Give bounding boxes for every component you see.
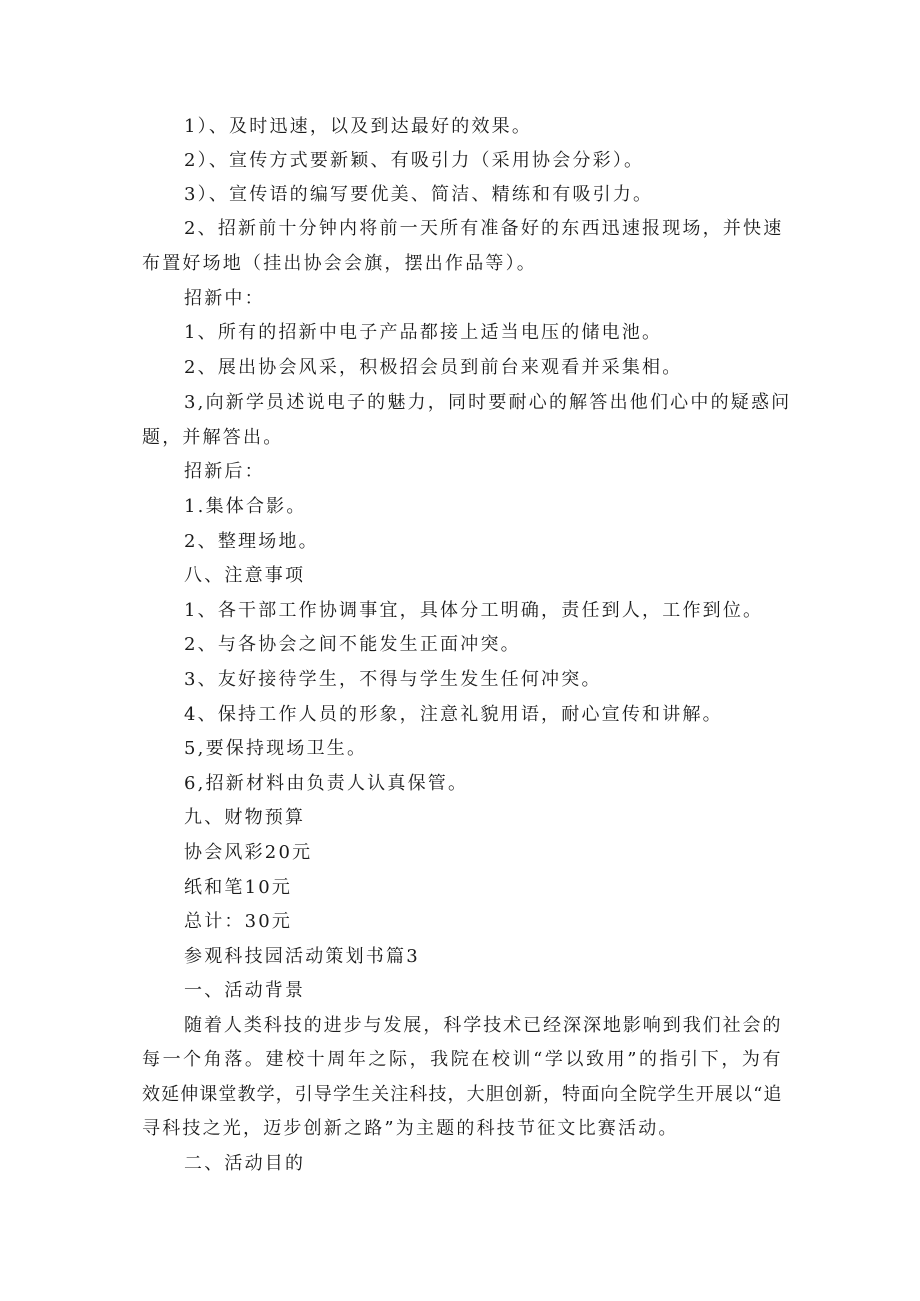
section-heading: 一、活动背景 [184,980,306,1001]
text-line: 6,招新材料由负责人认真保管。 [184,773,469,794]
section-heading: 八、注意事项 [184,565,306,586]
text-line: 3、友好接待学生，不得与学生发生任何冲突。 [184,669,602,690]
text-line: 每一个角落。建校十周年之际，我院在校训“学以致用”的指引下，为有 [142,1049,782,1070]
text-line: 2）、宣传方式要新颖、有吸引力（采用协会分彩）。 [184,150,645,171]
text-line: 寻科技之光，迈步创新之路”为主题的科技节征文比赛活动。 [142,1118,679,1139]
section-heading: 招新中： [184,288,265,309]
text-line: 2、整理场地。 [184,531,319,552]
text-line: 5,要保持现场卫生。 [184,738,368,759]
section-heading: 九、财物预算 [184,807,306,828]
text-line: 2、展出协会风采，积极招会员到前台来观看并采集相。 [184,357,683,378]
text-line: 1）、及时迅速，以及到达最好的效果。 [184,116,533,137]
text-line: 3,向新学员述说电子的魅力，同时要耐心的解答出他们心中的疑惑问 [184,392,792,413]
text-line: 1、各干部工作协调事宜，具体分工明确，责任到人，工作到位。 [184,600,764,621]
text-line: 协会风彩20元 [184,842,313,863]
text-line: 随着人类科技的进步与发展，科学技术已经深深地影响到我们社会的 [184,1015,782,1036]
text-line: 题，并解答出。 [142,427,284,448]
text-line: 2、招新前十分钟内将前一天所有准备好的东西迅速报现场，并快速 [184,218,784,239]
text-line: 总计：30元 [184,911,293,932]
section-heading: 招新后： [184,461,265,482]
text-line: 纸和笔10元 [184,877,293,898]
text-line: 效延伸课堂教学，引导学生关注科技，大胆创新，特面向全院学生开展以“追 [142,1084,782,1105]
section-heading: 二、活动目的 [184,1153,306,1174]
text-line: 1.集体合影。 [184,496,307,517]
text-line: 1、所有的招新中电子产品都接上适当电压的储电池。 [184,322,663,343]
text-line: 布置好场地（挂出协会会旗，摆出作品等）。 [142,253,537,274]
text-line: 3）、宣传语的编写要优美、简洁、精练和有吸引力。 [184,184,654,205]
text-line: 4、保持工作人员的形象，注意礼貌用语，耐心宣传和讲解。 [184,704,723,725]
document-title: 参观科技园活动策划书篇3 [184,946,420,967]
text-line: 2、与各协会之间不能发生正面冲突。 [184,634,521,655]
